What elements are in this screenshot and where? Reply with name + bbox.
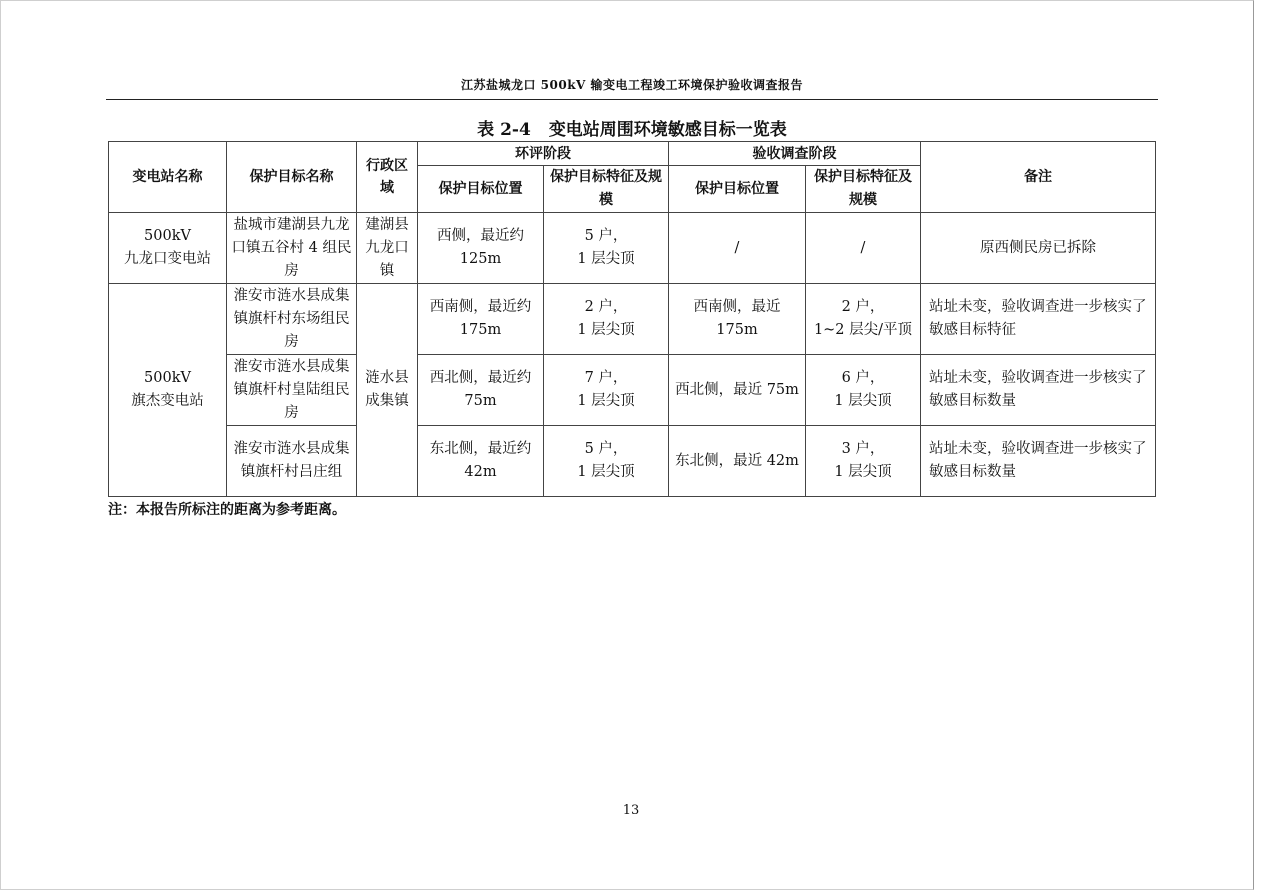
cell-admin-area: 建湖县九龙口镇 xyxy=(357,213,418,284)
cell-remarks: 站址未变，验收调查进一步核实了敏感目标数量 xyxy=(921,426,1156,497)
cell-eia-scale: 2 户， 1 层尖顶 xyxy=(544,284,669,355)
table-row xyxy=(109,213,1156,284)
table-caption: 变电站周围环境敏感目标一览表 xyxy=(548,120,787,140)
header-acc-position: 保护目标位置 xyxy=(669,166,806,213)
table-number: 表 2-4 xyxy=(477,120,531,140)
document-header: 江苏盐城龙口 500kV 输变电工程竣工环境保护验收调查报告 xyxy=(460,78,804,92)
cell-acc-scale: 2 户， 1~2 层尖/平顶 xyxy=(806,284,921,355)
cell-substation: 500kV 九龙口变电站 xyxy=(109,213,227,284)
cell-eia-position: 西南侧，最近约 175m xyxy=(418,284,544,355)
cell-eia-scale: 5 户， 1 层尖顶 xyxy=(544,213,669,284)
header-substation: 变电站名称 xyxy=(109,142,227,213)
cell-acc-scale: 3 户， 1 层尖顶 xyxy=(806,426,921,497)
header-admin-area: 行政区域 xyxy=(357,142,418,213)
page-number: 13 xyxy=(622,803,640,818)
table-row xyxy=(109,426,1156,497)
header-eia-scale: 保护目标特征及规模 xyxy=(544,166,669,213)
header-eia-stage: 环评阶段 xyxy=(418,142,669,166)
header-remarks: 备注 xyxy=(921,142,1156,213)
cell-acc-scale: 6 户， 1 层尖顶 xyxy=(806,355,921,426)
table-row xyxy=(109,355,1156,426)
cell-target-name: 淮安市涟水县成集镇旗杆村东场组民房 xyxy=(227,284,357,355)
cell-target-name: 淮安市涟水县成集镇旗杆村吕庄组 xyxy=(227,426,357,497)
cell-remarks: 原西侧民房已拆除 xyxy=(921,213,1156,284)
cell-eia-scale: 7 户， 1 层尖顶 xyxy=(544,355,669,426)
header-eia-position: 保护目标位置 xyxy=(418,166,544,213)
table-row xyxy=(109,284,1156,355)
table-note: 注：本报告所标注的距离为参考距离。 xyxy=(108,502,346,518)
sensitive-targets-table xyxy=(108,141,1156,497)
cell-target-name: 淮安市涟水县成集镇旗杆村皇陆组民房 xyxy=(227,355,357,426)
cell-acc-position: 西南侧，最近 175m xyxy=(669,284,806,355)
cell-acc-scale: / xyxy=(806,213,921,284)
cell-remarks: 站址未变，验收调查进一步核实了敏感目标特征 xyxy=(921,284,1156,355)
header-target-name: 保护目标名称 xyxy=(227,142,357,213)
cell-acc-position: 东北侧，最近 42m xyxy=(669,426,806,497)
cell-acc-position: 西北侧，最近 75m xyxy=(669,355,806,426)
cell-target-name: 盐城市建湖县九龙口镇五谷村 4 组民房 xyxy=(227,213,357,284)
cell-eia-position: 西北侧，最近约 75m xyxy=(418,355,544,426)
table-title xyxy=(106,115,1158,140)
header-rule xyxy=(106,99,1158,100)
cell-eia-position: 西侧，最近约 125m xyxy=(418,213,544,284)
cell-substation: 500kV 旗杰变电站 xyxy=(109,284,227,497)
cell-remarks: 站址未变，验收调查进一步核实了敏感目标数量 xyxy=(921,355,1156,426)
header-acceptance-stage: 验收调查阶段 xyxy=(669,142,921,166)
header-acc-scale: 保护目标特征及规模 xyxy=(806,166,921,213)
cell-admin-area: 涟水县成集镇 xyxy=(357,284,418,497)
cell-eia-scale: 5 户， 1 层尖顶 xyxy=(544,426,669,497)
cell-eia-position: 东北侧，最近约 42m xyxy=(418,426,544,497)
cell-acc-position: / xyxy=(669,213,806,284)
